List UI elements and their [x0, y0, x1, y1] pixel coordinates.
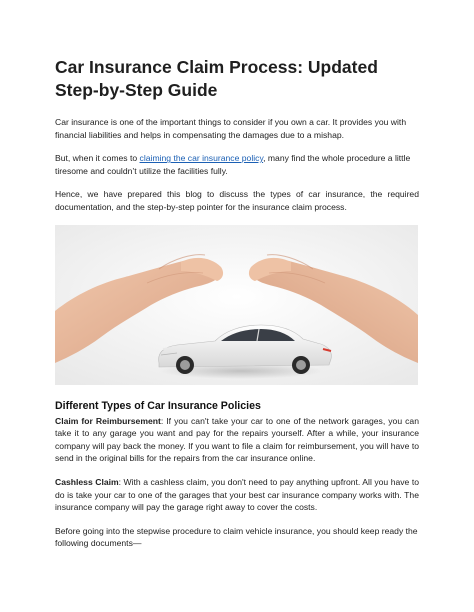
cashless-text: : With a cashless claim, you don't need to pay anything upfront. All you have to do is take your car to one of the garages that your best car insurance company works with. The insurance company will pay the garage right away to cover the costs.	[55, 476, 419, 513]
page-title: Car Insurance Claim Process: Updated Step-by-Step Guide	[55, 57, 378, 100]
cashless-label: Cashless Claim	[55, 476, 119, 487]
intro-paragraph-3: Hence, we have prepared this blog to discuss the types of car insurance, the required documentation, and the step-by-step pointer for the insurance claim process.	[55, 189, 419, 212]
intro-p2-after: , many find the whole procedure a little tiresome and couldn’t utilize the facilities fully.	[55, 153, 411, 176]
cashless-paragraph	[55, 476, 419, 514]
intro-paragraph-1: Car insurance is one of the important things to consider if you own a car. It provides you with financial liabilities and helps in compensating the damages due to a mishap.	[55, 117, 407, 140]
reimbursement-label: Claim for Reimbursement	[55, 415, 161, 426]
reimbursement-text: : If you can't take your car to one of the network garages, you can take it to any garage you want and pay for the repairs yourself. After a while, your insurance company will pay back the money. If you want to file a claim for reimbursement, you will have to send in the original bills for the repairs from the car insurance online.	[55, 415, 419, 464]
closing-paragraph: Before going into the stepwise procedure to claim vehicle insurance, you should keep ready the following documents—	[55, 525, 418, 549]
claiming-policy-link[interactable]: claiming the car insurance policy	[139, 153, 264, 164]
intro-p2-before: But, when it comes to	[55, 153, 140, 164]
intro-paragraph-2	[55, 152, 419, 177]
reimbursement-paragraph	[55, 415, 419, 465]
hands-protecting-car-photo	[55, 225, 418, 385]
section-heading: Different Types of Car Insurance Policies	[55, 399, 261, 412]
